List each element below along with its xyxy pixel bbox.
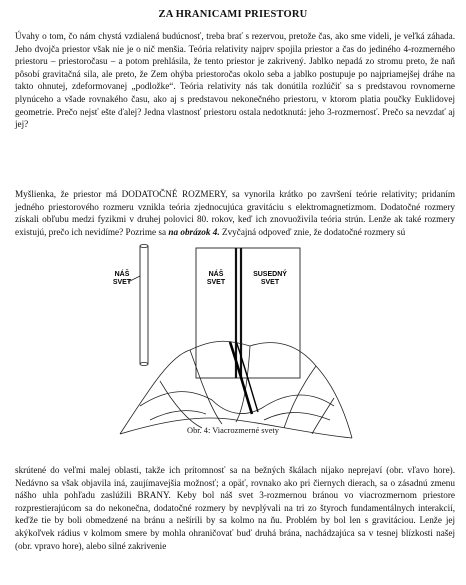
figure-multidimensional-worlds [0,238,466,454]
our-world-label: SVET [206,279,226,286]
brane-worlds-illustration [196,248,300,378]
neighbor-world-label: SVET [260,279,280,286]
our-world-label: NÁŠ [114,271,130,278]
our-world-label: SVET [112,279,132,286]
paragraph-intro: Úvahy o tom, čo nám chystá vzdialená budúcnosť, treba brať s rezervou, pretože čas, ako sme videli, je veľká záhada. Jeho dvojča priestor však nie je o nič menšia. Teória relativity najprv spojila priestor a čas do jediného 4-rozmerného priestoru – priestoročasu – a potom prehlásila, že tento priestor je zakrivený. Jablko nepadá zo stromu preto, že naň pôsobí gravitačná sila, ale preto, že Zem ohýba priestoročas okolo seba a jablko postupuje po najpriamejšej dráhe na takto ohnutej, zdeformovanej „podložke“. Teória relativity nás tak donútila rozlúčiť sa s predstavou rovnomerne plynúceho a všade rovnakého času, ako aj s predstavou nekonečného priestoru, v ktorom platia poučky Euklidovej geometrie. Prečo nejsť ešte ďalej? Jedna vlastnosť priestoru ostala nedotknutá: jeho 3-rozmernosť. Prečo sa nevzdať aj jej? [15,31,455,130]
paragraph-text: Zvyčajná odpoveď znie, že dodatočné rozmery sú [219,226,406,237]
page-title: ZA HRANICAMI PRIESTORU [158,9,308,20]
paragraph-text: Myšlienka, že priestor má DODATOČNÉ ROZMERY, sa vynorila krátko po završení teórie relativity; pridaním jedného priestorového rozmeru vznikla teória zjednocujúca gravitáciu s elektromagnetizmom. Dodatočné rozmery získali obľubu medzi fyzikmi v druhej polovici 80. rokov, keď ich znovuoživila teória strún. Lenže ak také rozmery existujú, prečo ich nevidíme? Pozrime sa [15,189,455,237]
figure-reference: na obrázok 4. [168,226,220,237]
paragraph-branes: skrútené do veľmi malej oblasti, takže ich prítomnosť sa na bežných škálach nijako neprejaví (obr. vľavo hore). Nedávno sa však objavila iná, zaujímavejšia možnosť; a opäť, rovnako ako pri čiernych dierach, sa o zásadnú zmenu nášho uhla pohľadu zaslúžili BRANY. Keby bol náš svet 3-rozmernou bránou vo viacrozmernom priestore rozprestierajúcom sa do nekonečna, dodatočné rozmery by nevplývali na tri zo štyroch fundamentálnych interakcií, keďže tie by boli obmedzené na bránu a nešírili by sa kolmo na ňu. Problém by bol len s gravitáciou. Lenže jej akýkoľvek rádius v kolmom smere by mohla ohraničovať buď druhá brána, nachádzajúca sa v tesnej blízkosti našej (obr. vpravo hore), alebo silné zakrivenie [15,465,455,551]
our-world-label: NÁŠ [208,271,224,278]
paragraph-extra-dimensions [15,188,455,238]
neighbor-world-label: SUSEDNÝ [253,271,287,278]
figure-illustration [0,238,466,454]
figure-caption: Obr. 4: Viacrozmerné svety [187,426,279,435]
cylinder-world-illustration [113,244,148,365]
